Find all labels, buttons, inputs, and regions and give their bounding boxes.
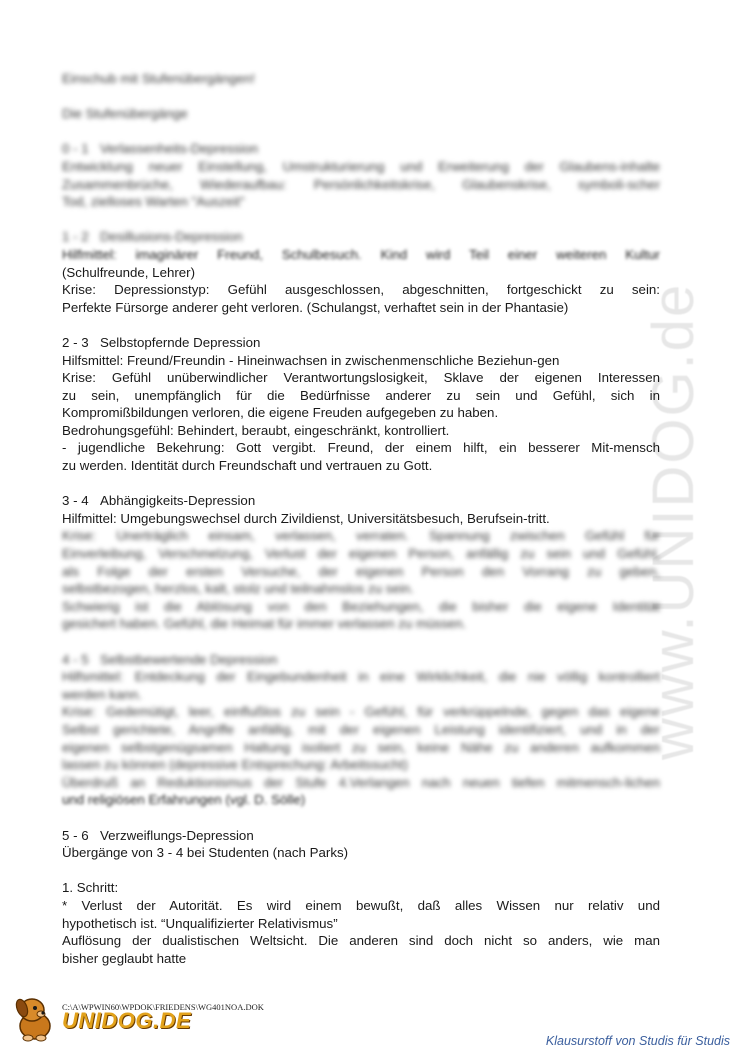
text-line: Zusammenbrüche, Wiederaufbau: Persönlichkeitskrise, Glaubenskrise, symboli-scher: [62, 176, 660, 192]
document-subtitle: Die Stufenübergänge: [62, 106, 188, 122]
text-line: Hilfsmittel: Entdeckung der Eingebundenheit in eine Wirklichkeit, die nie völlig kontrolliert: [62, 669, 660, 685]
text-line: Übergänge von 3 - 4 bei Studenten (nach Parks): [62, 845, 349, 861]
text-line: Tod, zielloses Warten "Auszeit": [62, 194, 245, 210]
text-line: Krise: Gedemütigt, leer, einflußlos zu sein - Gefühl, für verkrüppelnde, gegen das eigene: [62, 704, 660, 720]
text-line: werden kann.: [62, 686, 142, 702]
text-line: und religiösen Erfahrungen (vgl. D. Sölle): [62, 792, 306, 808]
text-line: Hilfsmittel: Freund/Freundin - Hineinwachsen in zwischenmenschliche Beziehun-gen: [62, 352, 560, 368]
text-line: eigenen selbstgenügsamen Haltung isoliert zu sein, keine Nähe zu anderen aufkommen: [62, 739, 660, 755]
text-line: Selbst gerichtete, Angriffe anfällig, mit der eigenen Leistung identifiziert, und in der: [62, 721, 660, 737]
text-line: Bedrohungsgefühl: Behindert, beraubt, eingeschränkt, kontrolliert.: [62, 422, 450, 438]
section-title: Verzweiflungs-Depression: [100, 827, 254, 843]
text-line: zu werden. Identität durch Freundschaft und vertrauen zu Gott.: [62, 458, 433, 474]
section-title: Selbstbewertende Depression: [100, 651, 278, 667]
section-title: Verlassenheits-Depression: [100, 141, 259, 157]
section-title: Selbstopfernde Depression: [100, 334, 261, 350]
watermark: www.UNIDOG.de: [641, 282, 706, 760]
text-line: hypothetisch ist. “Unqualifizierter Relativismus”: [62, 915, 338, 931]
text-line: Hilfmittel: Umgebungswechsel durch Zivildienst, Universitätsbesuch, Berufsein-tritt.: [62, 510, 550, 526]
text-line: als Folge der ersten Versuche, der eigenen Person den Vorrang zu geben,: [62, 563, 660, 579]
document-body: [62, 70, 660, 967]
text-line: - jugendliche Bekehrung: Gott vergibt. Freund, der einem hilft, ein besserer Mit-mensch: [62, 440, 660, 456]
section-number: 4 - 5: [62, 651, 89, 667]
section-number: 1 - 2: [62, 229, 89, 245]
text-line: Schwierig ist die Ablösung von den Beziehungen, die bisher die eigene Identität: [62, 598, 660, 614]
text-line: bisher geglaubt hatte: [62, 950, 187, 966]
dog-icon: [8, 988, 62, 1046]
step-label: 1. Schritt:: [62, 880, 119, 896]
section-number: 5 - 6: [62, 827, 89, 843]
file-path: C:\A\WPWIN60\WPDOK\FRIEDENS\WG401NOA.DOK: [62, 1002, 264, 1012]
logo-text: UNIDOG.DE: [62, 1008, 192, 1033]
text-line: Einverleibung, Verschmelzung, Verlust der eigenen Person, anfällig zu sein und Gefühl,: [62, 546, 660, 562]
text-line: zu sein, unempfänglich für die Bedürfnisse anderer zu sein und Gefühl, sich in: [62, 387, 660, 403]
text-line: Auflösung der dualistischen Weltsicht. Die anderen sind doch nicht so anders, wie man: [62, 933, 660, 949]
section-title: Desillusions-Depression: [100, 229, 243, 245]
section-number: 0 - 1: [62, 141, 89, 157]
text-line: Krise: Gefühl unüberwindlicher Verantwortungslosigkeit, Sklave der eigenen Interessen: [62, 370, 660, 386]
section-number: 3 - 4: [62, 493, 89, 509]
text-line: (Schulfreunde, Lehrer): [62, 264, 196, 280]
document-title: Einschub mit Stufenübergängen!: [62, 71, 255, 86]
text-line: Krise: Depressionstyp: Gefühl ausgeschlossen, abgeschnitten, fortgeschickt zu sein:: [62, 282, 660, 298]
section-number: 2 - 3: [62, 334, 89, 350]
section-heading: [62, 492, 660, 510]
text-line: Perfekte Fürsorge anderer geht verloren. (Schulangst, verhaftet sein in der Phantasie): [62, 299, 569, 315]
text-line: lassen zu können (depressive Entsprechung: Arbeitssucht): [62, 757, 408, 773]
footer-slogan: Klausurstoff von Studis für Studis: [545, 1034, 730, 1048]
text-line: Entwicklung neuer Einstellung, Umstrukturierung und Erweiterung der Glaubens-inhalte: [62, 158, 660, 174]
text-line: Überdruß an Reduktionismus der Stufe 4.Verlangen nach neuen tiefen mitmensch-lichen: [62, 774, 660, 790]
text-line: Kompromißbildungen verloren, die eigene Freuden aufgegeben zu haben.: [62, 405, 499, 421]
text-line: * Verlust der Autorität. Es wird einem bewußt, daß alles Wissen nur relativ und: [62, 897, 660, 913]
section-heading: [62, 827, 660, 845]
section-heading: [62, 140, 660, 158]
section-heading: [62, 334, 660, 352]
section-title: Abhängigkeits-Depression: [100, 493, 256, 509]
text-line: Krise: Unerträglich einsam, verlassen, verraten. Spannung zwischen Gefühl für: [62, 528, 660, 544]
text-line: Hilfmittel: imaginärer Freund, Schulbesuch. Kind wird Teil einer weiteren Kultur: [62, 246, 660, 262]
text-line: gesichert haben. Gefühl, die Heimat für immer verlassen zu müssen.: [62, 616, 467, 632]
section-heading: [62, 651, 660, 669]
section-heading: [62, 228, 660, 246]
text-line: selbstbezogen, herzlos, kalt, stolz und teilnahmslos zu sein.: [62, 581, 414, 597]
unidog-logo[interactable]: [8, 988, 192, 1048]
